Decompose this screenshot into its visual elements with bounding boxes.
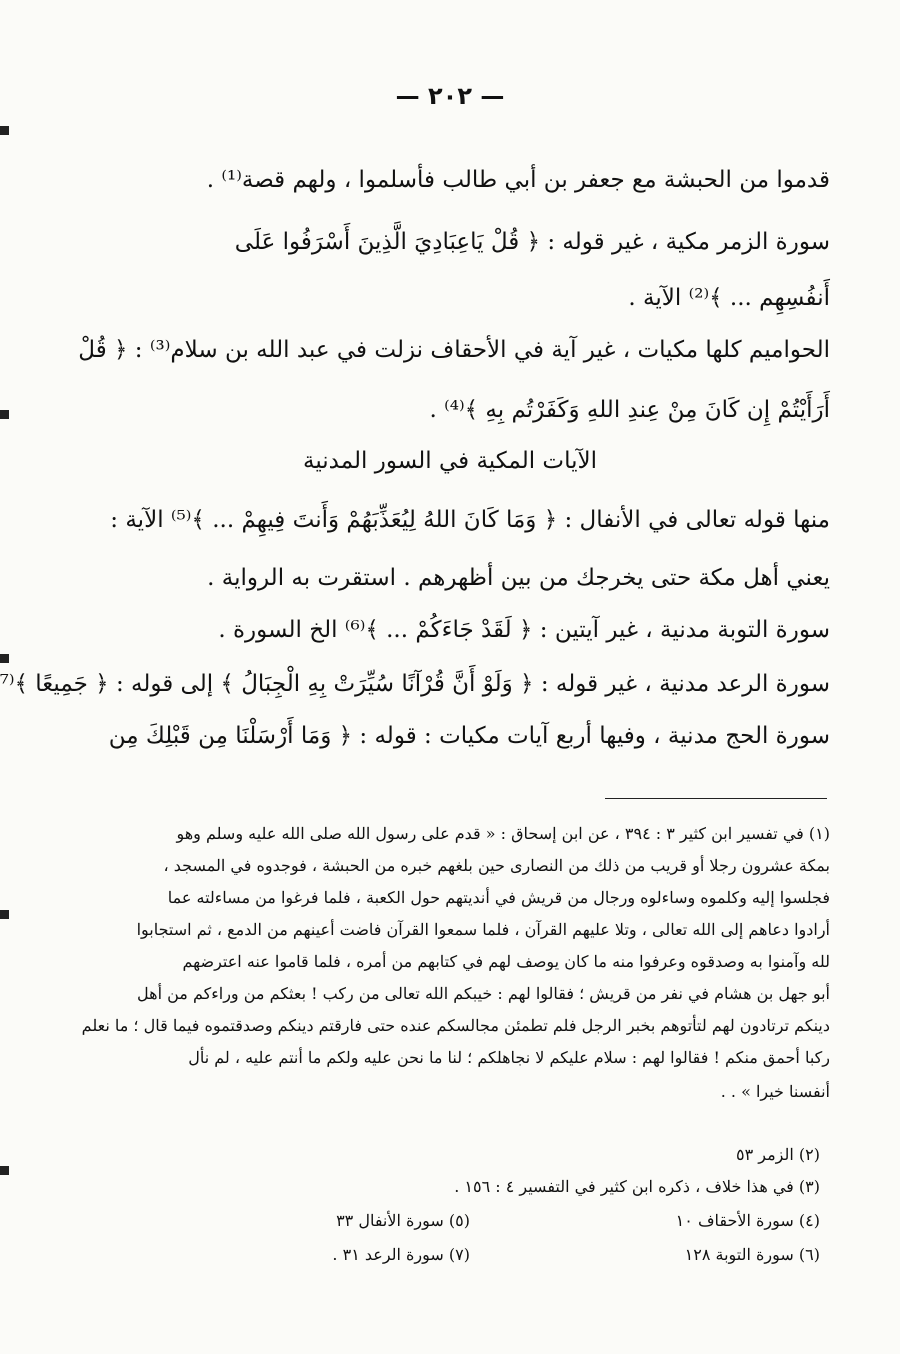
footnote-2: (٢) الزمر ٥٣ <box>736 1145 820 1164</box>
footnote-line: بمكة عشرون رجلا أو قريب من ذلك من النصارى حين بلغهم خبره من الحبشة ، فوجدوه في المسجد ، <box>163 856 830 875</box>
footnote-4: (٤) سورة الأحقاف ١٠ <box>675 1211 820 1230</box>
scan-edge-mark <box>0 910 9 919</box>
footnote-3: (٣) في هذا خلاف ، ذكره ابن كثير في التفسير ٤ : ١٥٦ . <box>454 1177 820 1196</box>
scan-edge-mark <box>0 126 9 135</box>
footnote-line: أنفسنا خيرا » . . <box>720 1082 830 1101</box>
footnote-7: (٧) سورة الرعد ٣١ . <box>332 1245 470 1264</box>
footnote-line: ركبا أحمق منكم ! فقالوا لهم : سلام عليكم لا نجاهلكم ؛ لنا ما نحن عليه ولكم ما أنتم عليه ، لم نأل <box>188 1048 830 1067</box>
text-line: أَرَأَيْتُمْ إِن كَانَ مِنْ عِندِ اللهِ وَكَفَرْتُم بِهِ ﴾⁽⁴⁾ . <box>429 397 830 423</box>
footnote-divider <box>605 798 827 799</box>
text-line: سورة الزمر مكية ، غير قوله : ﴿ قُلْ يَاعِبَادِيَ الَّذِينَ أَسْرَفُوا عَلَى <box>234 229 830 255</box>
scan-edge-mark <box>0 654 9 663</box>
footnote-line: (١) في تفسير ابن كثير ٣ : ٣٩٤ ، عن ابن إسحاق : « قدم على رسول الله صلى الله عليه وسلم وهو <box>176 824 830 843</box>
page-number: — ٢٠٢ — <box>395 82 505 110</box>
footnote-line: أبو جهل بن هشام في نفر من قريش ؛ فقالوا لهم : خيبكم الله تعالى من ركب ! بعثكم من وراءكم من أهل <box>137 984 830 1003</box>
text-line: يعني أهل مكة حتى يخرجك من بين أظهرهم . استقرت به الرواية . <box>207 565 830 591</box>
text-line: سورة الرعد مدنية ، غير قوله : ﴿ وَلَوْ أَنَّ قُرْآنًا سُيِّرَتْ بِهِ الْجِبَالُ ﴾ إلى قوله : ﴿ جَمِيعًا ﴾⁽⁷ <box>0 671 830 697</box>
text-line: سورة التوبة مدنية ، غير آيتين : ﴿ لَقَدْ جَاءَكُمْ ... ﴾⁽⁶⁾ الخ السورة . <box>218 617 830 643</box>
text-line: منها قوله تعالى في الأنفال : ﴿ وَمَا كَانَ اللهُ لِيُعَذِّبَهُمْ وَأَنتَ فِيهِمْ ... ﴾⁽⁵⁾ الآية : <box>110 507 830 533</box>
text-line: أَنفُسِهِم ... ﴾⁽²⁾ الآية . <box>628 285 830 311</box>
footnote-6: (٦) سورة التوبة ١٢٨ <box>684 1245 820 1264</box>
scan-edge-mark <box>0 410 9 419</box>
scan-edge-mark <box>0 1166 9 1175</box>
footnote-line: لله وآمنوا به وصدقوه وعرفوا منه ما كان يوصف لهم في كتابهم من أمره ، فلما قاموا عنه اعترضهم <box>182 952 830 971</box>
section-heading: الآيات المكية في السور المدنية <box>303 448 597 474</box>
footnote-line: فجلسوا إليه وكلموه وساءلوه ورجال من قريش في أنديتهم حول الكعبة ، فلما فرغوا من مساءلته عما <box>167 888 830 907</box>
footnote-line: دينكم ترتادون لهم لتأتوهم بخبر الرجل فلم تطمئن مجالسكم عنده حتى فارقتم دينكم وصدقتموه فيما قال ؛ ما نعلم <box>81 1016 830 1035</box>
footnote-line: أرادوا دعاهم إلى الله تعالى ، وتلا عليهم القرآن ، فلما سمعوا القرآن فاضت أعينهم من الدمع ، ثم استجابوا <box>136 920 830 939</box>
footnote-5: (٥) سورة الأنفال ٣٣ <box>336 1211 470 1230</box>
text-line: الحواميم كلها مكيات ، غير آية في الأحقاف نزلت في عبد الله بن سلام⁽³⁾ : ﴿ قُلْ <box>78 337 830 363</box>
text-line: سورة الحج مدنية ، وفيها أربع آيات مكيات : قوله : ﴿ وَمَا أَرْسَلْنَا مِن قَبْلِكَ مِن <box>108 723 830 749</box>
text-line: قدموا من الحبشة مع جعفر بن أبي طالب فأسلموا ، ولهم قصة⁽¹⁾ . <box>206 167 830 193</box>
